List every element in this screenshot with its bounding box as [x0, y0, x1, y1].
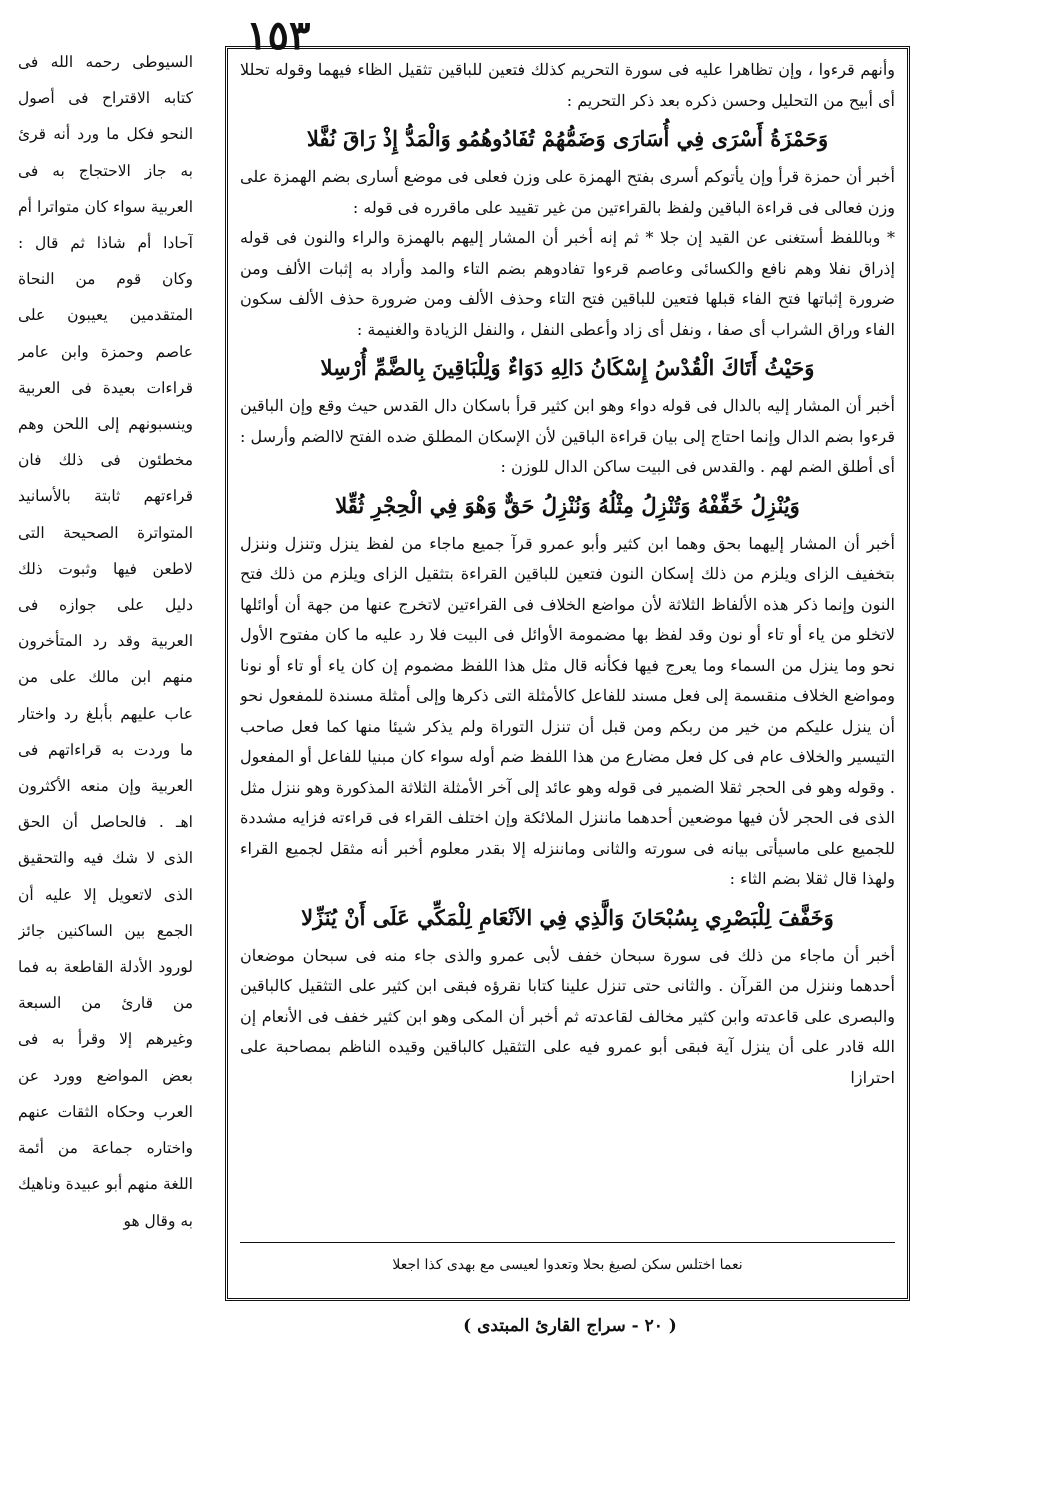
verse-1: وَحَمْزَةُ أَسْرَى فِي أُسَارَى وَضَمُّهُمْ تُفَادُوهُمُو وَالْمَدُّ إِذْ رَاقَ نُفَّلا: [306, 126, 829, 151]
signature-line: ( ٢٠ - سراج القارئ المبتدى ): [463, 1316, 677, 1336]
verse-4: وَخَفَّفَ لِلْبَصْرِي بِسُبْحَانَ وَالَّذِي فِي الاَنْعَامِ لِلْمَكِّي عَلَى أَنْ يُنَزِّلا: [301, 904, 834, 930]
paragraph-3: * وباللفظ أستغنى عن القيد إن جلا * ثم إنه أخبر أن المشار إليهم بالهمزة والراء والنون فى قوله إذراق نفلا وهم نافع والكسائى وعاصم قرءوا تفادوهم بضم التاء والمد وأراد به إثبات الألف ومن ضرورة إثباتها فتح الفاء قبلها فتعين للباقين فتح التاء وحذف الألف ومن ضرورة حذف الألف سكون الفاء وراق الشراب أى صفا ، ونفل أى زاد وأعطى النفل ، والنفل الزيادة والغنيمة :: [240, 228, 895, 339]
verse-3: وَيُنْزِلُ خَفِّفْهُ وَتُنْزِلُ مِثْلُهُ وَنُنْزِلُ حَقٌّ وَهْوَ فِي الْحِجْرِ ثُقِّلا: [335, 492, 800, 518]
paragraph-1: وأنهم قرءوا ، وإن تظاهرا عليه فى سورة التحريم كذلك فتعين للباقين تثقيل الظاء فيهما وقوله تحللا أى أبيح من التحليل وحسن ذكره بعد ذكر التحريم :: [240, 60, 895, 110]
verse-2: وَحَيْثُ أَتَاكَ الْقُدْسُ إِسْكَانُ دَالِهِ دَوَاءٌ وَلِلْبَاقِينَ بِالضَّمِّ أُرْسِلا: [320, 355, 815, 380]
main-text: [240, 55, 895, 1240]
page-number: ١٥٣: [246, 12, 311, 59]
paragraph-5: أخبر أن المشار إليهما بحق وهما ابن كثير وأبو عمرو قرآ جميع ماجاء من لفظ ينزل وتنزل وننزل بتخفيف الزاى ويلزم من ذلك إسكان النون فتعين للباقين القراءة بتثقيل الزاى ويلزم من ذلك فتح النون وإنما ذكر هذه الألفاظ الثلاثة لأن مواضع الخلاف فى القراءتين لاتخرج عنها من جهة أن أوائلها لاتخلو من ياء أو تاء أو نون وقد لفظ بها مضمومة الأوائل فى البيت فلا رد عليه ما كان مفتوح الأول نحو وما ينزل من السماء وما يعرج فيها فكأنه قال مثل هذا اللفظ مضموم إن كان ياء أو تاء أو نونا ومواضع الخلاف منقسمة إلى فعل مسند للفاعل كالأمثلة التى ذكرها وإلى أمثلة مسندة للمفعول نحو أن ينزل عليكم من خير من ربكم ومن قبل أن تنزل التوراة ولم يذكر شيئا منها كما فعل صاحب التيسير والخلاف عام فى كل فعل مضارع من هذا اللفظ ضم أوله سواء كان مبنيا للفاعل أو المفعول . وقوله وهو فى الحجر ثقلا الضمير فى قوله وهو عائد إلى آخر الأمثلة الثلاثة المذكورة وهو ننزل مثل الذى فى الحجر لأن فيها موضعين أحدهما ماننزل الملائكة وإن اختلف القراء فى قراءته فزايه مشددة للجميع على ماسيأتى بيانه فى سورته والثانى وماننزله إلا بقدر معلوم أخبر أنه مثقل لجميع القراء ولهذا قال ثقلا بضم الثاء :: [240, 533, 895, 888]
main-text-frame: [225, 46, 910, 1301]
margin-text: السيوطى رحمه الله فى كتابه الاقتراح فى أصول النحو فكل ما ورد أنه قرئ به جاز الاحتجاج به فى العربية سواء كان متواترا أم آحادا أم شاذا ثم قال : وكان قوم من النحاة المتقدمين يعيبون على عاصم وحمزة وابن عامر قراءات بعيدة فى العربية وينسبونهم إلى اللحن وهم مخطئون فى ذلك فان قراءتهم ثابتة بالأسانيد المتواترة الصحيحة التى لاطعن فيها وثبوت ذلك دليل على جوازه فى العربية وقد رد المتأخرون منهم ابن مالك على من عاب عليهم بأبلغ رد واختار ما وردت به قراءاتهم فى العربية وإن منعه الأكثرون اهـ . فالحاصل أن الحق الذى لا شك فيه والتحقيق الذى لاتعويل إلا عليه أن الجمع بين الساكنين جائز لورود الأدلة القاطعة به فما من قارئ من السبعة وغيرهم إلا وقرأ به فى بعض المواضع وورد عن العرب وحكاه الثقات عنهم واختاره جماعة من أئمة اللغة منهم أبو عبيدة وناهيك به وقال هو: [18, 53, 193, 1230]
paragraph-2: أخبر أن حمزة قرأ وإن يأتوكم أسرى بفتح الهمزة على وزن فعلى فى موضع أسارى بضم الهمزة على وزن فعالى فى قراءة الباقين ولفظ بالقراءتين من غير تقييد على ماقرره فى قوله :: [240, 167, 895, 217]
paragraph-4: أخبر أن المشار إليه بالدال فى قوله دواء وهو ابن كثير قرأ باسكان دال القدس حيث وقع وإن الباقين قرءوا بضم الدال وإنما احتاج إلى بيان قراءة الباقين لأن الإسكان المطلق ضده الفتح لاالضم وأرسل : أى أطلق الضم لهم . والقدس فى البيت ساكن الدال للوزن :: [240, 396, 895, 476]
footnote: نعما اختلس سكن لصيغ بحلا وتعدوا لعيسى مع بهدى كذا اجعلا: [392, 1257, 743, 1273]
paragraph-6: أخبر أن ماجاء من ذلك فى سورة سبحان خفف لأبى عمرو والذى جاء منه فى سبحان موضعان أحدهما وننزل من القرآن . والثانى حتى تنزل علينا كتابا نقرؤه فبقى ابن كثير على التثقيل كالباقين والبصرى على قاعدته وابن كثير مخالف لقاعدته ثم أخبر أن المكى وهو ابن كثير خفف فى الأنعام إن الله قادر على أن ينزل آية فبقى أبو عمرو فيه على التثقيل كالباقين وقيده الناظم بمصاحبة على احترازا: [240, 945, 895, 1087]
footnote-divider: [240, 1242, 895, 1243]
margin-commentary: [18, 44, 193, 1324]
